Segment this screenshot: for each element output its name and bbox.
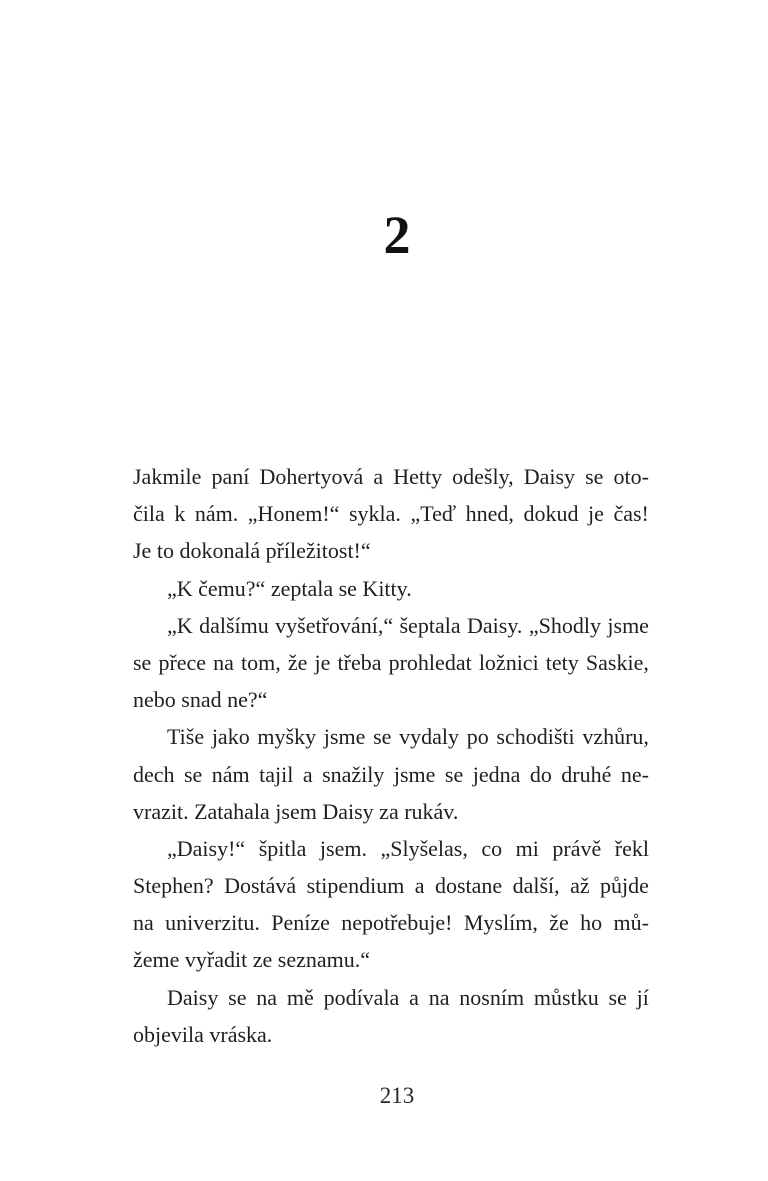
text-line: Jakmile paní Dohertyová a Hetty odešly, Daisy se oto- xyxy=(133,464,649,489)
text-line: Je to dokonalá příležitost!“ xyxy=(133,538,371,564)
text-line: „Daisy!“ špitla jsem. „Slyšelas, co mi právě řekl xyxy=(167,835,649,861)
text-line: „K dalšímu vyšetřování,“ šeptala Daisy. „Shodly jsme xyxy=(167,612,649,638)
text-line: dech se nám tajil a snažily jsme se jedna do druhé ne- xyxy=(133,761,649,787)
text-line: Daisy se na mě podívala a na nosním můstku se jí xyxy=(167,984,649,1010)
text-line: se přece na tom, že je třeba prohledat ložnici tety Saskie, xyxy=(133,649,649,675)
text-line: žeme vyřadit ze seznamu.“ xyxy=(133,947,370,973)
page-number: 213 xyxy=(379,1083,415,1108)
text-line: čila k nám. „Honem!“ sykla. „Teď hned, dokud je čas! xyxy=(133,501,649,527)
text-line: Stephen? Dostává stipendium a dostane další, až půjde xyxy=(133,873,649,899)
text-line: „K čemu?“ zeptala se Kitty. xyxy=(167,575,412,601)
text-line: vrazit. Zatahala jsem Daisy za rukáv. xyxy=(133,798,459,824)
text-line: objevila vráska. xyxy=(133,1021,273,1047)
body-text xyxy=(133,458,649,1053)
chapter-number: 2 xyxy=(383,205,411,265)
text-line: Tiše jako myšky jsme se vydaly po schodišti vzhůru, xyxy=(167,724,649,750)
text-line: na univerzitu. Peníze nepotřebuje! Myslím, že ho mů- xyxy=(133,910,649,936)
text-line: nebo snad ne?“ xyxy=(133,687,268,713)
